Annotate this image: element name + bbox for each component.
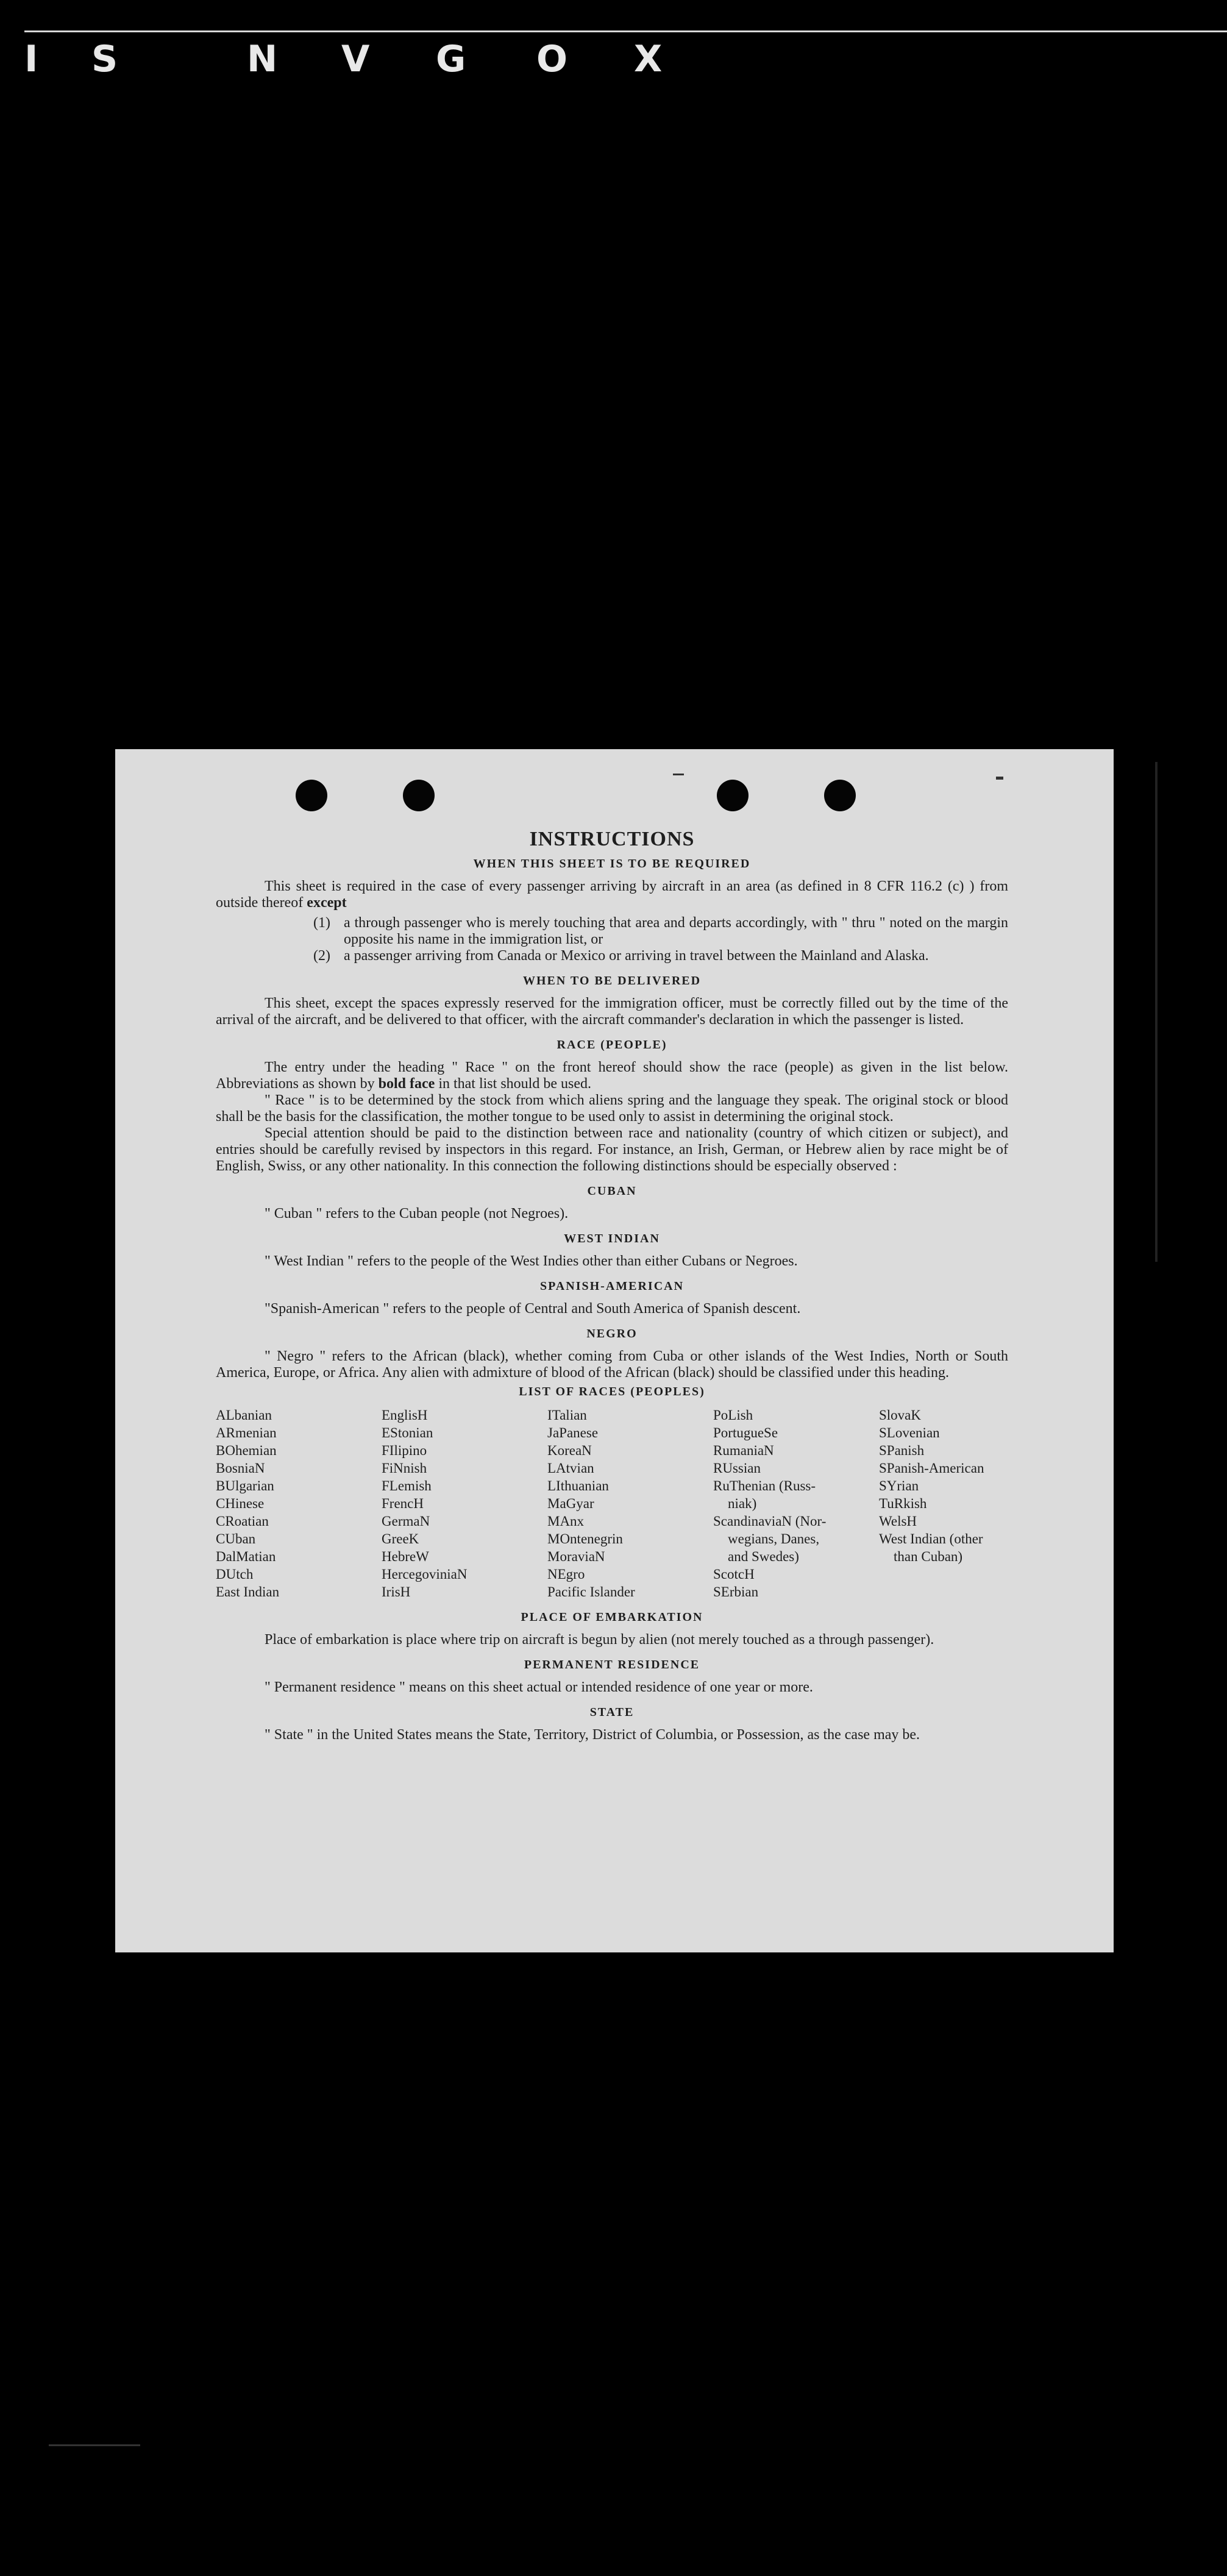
film-edge-line (1155, 762, 1158, 1262)
race-item-continuation: than Cuban) (894, 1549, 963, 1564)
section-heading: RACE (PEOPLE) (557, 1038, 667, 1051)
race-item: DUtch (216, 1567, 254, 1582)
race-item: TuRkish (879, 1496, 927, 1511)
race-item: EnglisH (382, 1407, 428, 1423)
bold-text: except (307, 895, 347, 911)
race-item: CRoatian (216, 1514, 269, 1529)
race-item: RumaniaN (713, 1443, 774, 1458)
race-item: BUlgarian (216, 1478, 274, 1493)
scan-mark (673, 774, 684, 775)
list-item (313, 948, 1008, 964)
paragraph (216, 878, 1008, 911)
bold-text: bold face (378, 1076, 435, 1092)
race-item: FiNnish (382, 1461, 427, 1476)
race-item-continuation: niak) (728, 1496, 757, 1511)
list-text: a through passenger who is merely touching that area and departs accordingly, with " thru " noted on the margin opposite his name in the immigration list, or (344, 915, 1008, 947)
race-item: West Indian (other (879, 1531, 983, 1546)
races-column-1 (216, 1406, 382, 1601)
paragraph: "Spanish-American " refers to the people of Central and South America of Spanish descent. (265, 1301, 801, 1317)
paragraph: Special attention should be paid to the distinction between race and nationality (country of which citizen or subject), and entries should be carefully revised by inspectors in this regard. For instance, an Irish, German, or Hebrew alien by race might be of English, Swiss, or any other nationality. In this connection the following distinctions should be especially observed : (216, 1125, 1008, 1174)
race-item: East Indian (216, 1584, 280, 1599)
race-item: SYrian (879, 1478, 919, 1493)
film-edge-line (49, 2444, 140, 2446)
race-item: SPanish-American (879, 1461, 984, 1476)
race-item: FLemish (382, 1478, 432, 1493)
race-item: MaGyar (547, 1496, 594, 1511)
race-item: FrencH (382, 1496, 424, 1511)
punch-hole (296, 780, 327, 811)
races-column-3 (547, 1406, 713, 1601)
race-item: MoraviaN (547, 1549, 605, 1564)
paragraph-text: This sheet is required in the case of every passenger arriving by aircraft in an area (as defined in 8 CFR 116.2 (c) ) from outside thereof (216, 878, 1008, 911)
races-column-5 (879, 1406, 1013, 1601)
race-item: FIlipino (382, 1443, 427, 1458)
paragraph: " State " in the United States means the State, Territory, District of Columbia, or Possession, as the case may be. (265, 1727, 920, 1743)
film-mark: G (436, 38, 466, 80)
page-title: INSTRUCTIONS (529, 828, 695, 850)
paragraph: This sheet, except the spaces expressly reserved for the immigration officer, must be correctly filled out by the time of the arrival of the aircraft, and be delivered to that officer, with the aircraft commander's declaration in which the passenger is listed. (216, 995, 1008, 1028)
section-heading: WHEN THIS SHEET IS TO BE REQUIRED (473, 857, 751, 870)
race-item: IrisH (382, 1584, 411, 1599)
exception-list (216, 915, 1008, 964)
race-item: WelsH (879, 1514, 917, 1529)
race-item: ScandinaviaN (Nor- (713, 1514, 827, 1529)
race-item: BosniaN (216, 1461, 265, 1476)
race-item: ITalian (547, 1407, 587, 1423)
punch-hole (403, 780, 435, 811)
film-mark: N (247, 38, 278, 80)
list-item (313, 915, 1008, 948)
section-heading: PERMANENT RESIDENCE (524, 1658, 700, 1671)
film-mark: O (536, 38, 568, 80)
race-item-continuation: and Swedes) (728, 1549, 799, 1564)
paragraph: " Cuban " refers to the Cuban people (not Negroes). (265, 1206, 569, 1222)
race-item: ScotcH (713, 1567, 755, 1582)
section-heading: SPANISH-AMERICAN (539, 1279, 685, 1293)
section-heading: WEST INDIAN (564, 1232, 660, 1245)
races-list (216, 1406, 1008, 1601)
race-item: SlovaK (879, 1407, 921, 1423)
race-item: BOhemian (216, 1443, 277, 1458)
section-heading: NEGRO (586, 1327, 638, 1340)
race-item: GermaN (382, 1514, 430, 1529)
races-column-4 (713, 1406, 879, 1601)
race-item: EStonian (382, 1425, 433, 1440)
race-item: DalMatian (216, 1549, 276, 1564)
sheet-content (216, 828, 1008, 1743)
paragraph: Place of embarkation is place where trip on aircraft is begun by alien (not merely touched as a through passenger). (265, 1632, 934, 1648)
paragraph: " West Indian " refers to the people of the West Indies other than either Cubans or Negroes. (265, 1253, 798, 1269)
race-item: PoLish (713, 1407, 753, 1423)
race-item: CUban (216, 1531, 256, 1546)
film-mark: I (24, 38, 38, 80)
races-column-2 (382, 1406, 547, 1601)
race-item-continuation: wegians, Danes, (728, 1531, 820, 1546)
film-mark: V (341, 38, 370, 80)
race-item: KoreaN (547, 1443, 592, 1458)
race-item: JaPanese (547, 1425, 599, 1440)
paragraph-text: The entry under the heading " Race " on the front hereof should show the race (people) as given in the list below. Abbreviations as shown by (216, 1059, 1008, 1092)
section-heading: LIST OF RACES (PEOPLES) (519, 1385, 705, 1398)
race-item: ALbanian (216, 1407, 272, 1423)
race-item: PortugueSe (713, 1425, 778, 1440)
paragraph (216, 1059, 1008, 1092)
film-strip-marks (24, 38, 695, 80)
film-mark: X (634, 38, 663, 80)
race-item: HebreW (382, 1549, 429, 1564)
list-number: (2) (313, 948, 330, 964)
race-item: LIthuanian (547, 1478, 609, 1493)
section-heading: STATE (589, 1706, 635, 1719)
race-item: LAtvian (547, 1461, 594, 1476)
section-heading: WHEN TO BE DELIVERED (522, 974, 702, 987)
punch-hole (824, 780, 856, 811)
paragraph: " Permanent residence " means on this sheet actual or intended residence of one year or more. (265, 1679, 813, 1695)
race-item: NEgro (547, 1567, 585, 1582)
race-item: Pacific Islander (547, 1584, 635, 1599)
paragraph: " Negro " refers to the African (black), whether coming from Cuba or other islands of the West Indies, North or South America, Europe, or Africa. Any alien with admixture of blood of the African (black) should be classified under this heading. (216, 1348, 1008, 1381)
film-mark: S (91, 38, 118, 80)
film-top-rule (24, 30, 1227, 32)
section-heading: PLACE OF EMBARKATION (521, 1610, 703, 1624)
race-item: ARmenian (216, 1425, 277, 1440)
race-item: SErbian (713, 1584, 759, 1599)
race-item: RuThenian (Russ- (713, 1478, 816, 1493)
list-text: a passenger arriving from Canada or Mexico or arriving in travel between the Mainland and Alaska. (344, 948, 929, 964)
race-item: SPanish (879, 1443, 925, 1458)
list-number: (1) (313, 915, 330, 931)
scan-mark (996, 777, 1003, 780)
punch-hole (717, 780, 749, 811)
race-item: RUssian (713, 1461, 761, 1476)
race-item: GreeK (382, 1531, 419, 1546)
section-heading: CUBAN (587, 1184, 637, 1198)
instruction-sheet (115, 749, 1114, 1952)
paragraph-text: in that list should be used. (438, 1076, 591, 1092)
race-item: CHinese (216, 1496, 265, 1511)
race-item: MOntenegrin (547, 1531, 623, 1546)
race-item: SLovenian (879, 1425, 940, 1440)
race-item: HercegoviniaN (382, 1567, 468, 1582)
race-item: MAnx (547, 1514, 585, 1529)
paragraph: " Race " is to be determined by the stock from which aliens spring and the language they speak. The original stock or blood shall be the basis for the classification, the mother tongue to be used only to assist in determining the original stock. (216, 1092, 1008, 1125)
